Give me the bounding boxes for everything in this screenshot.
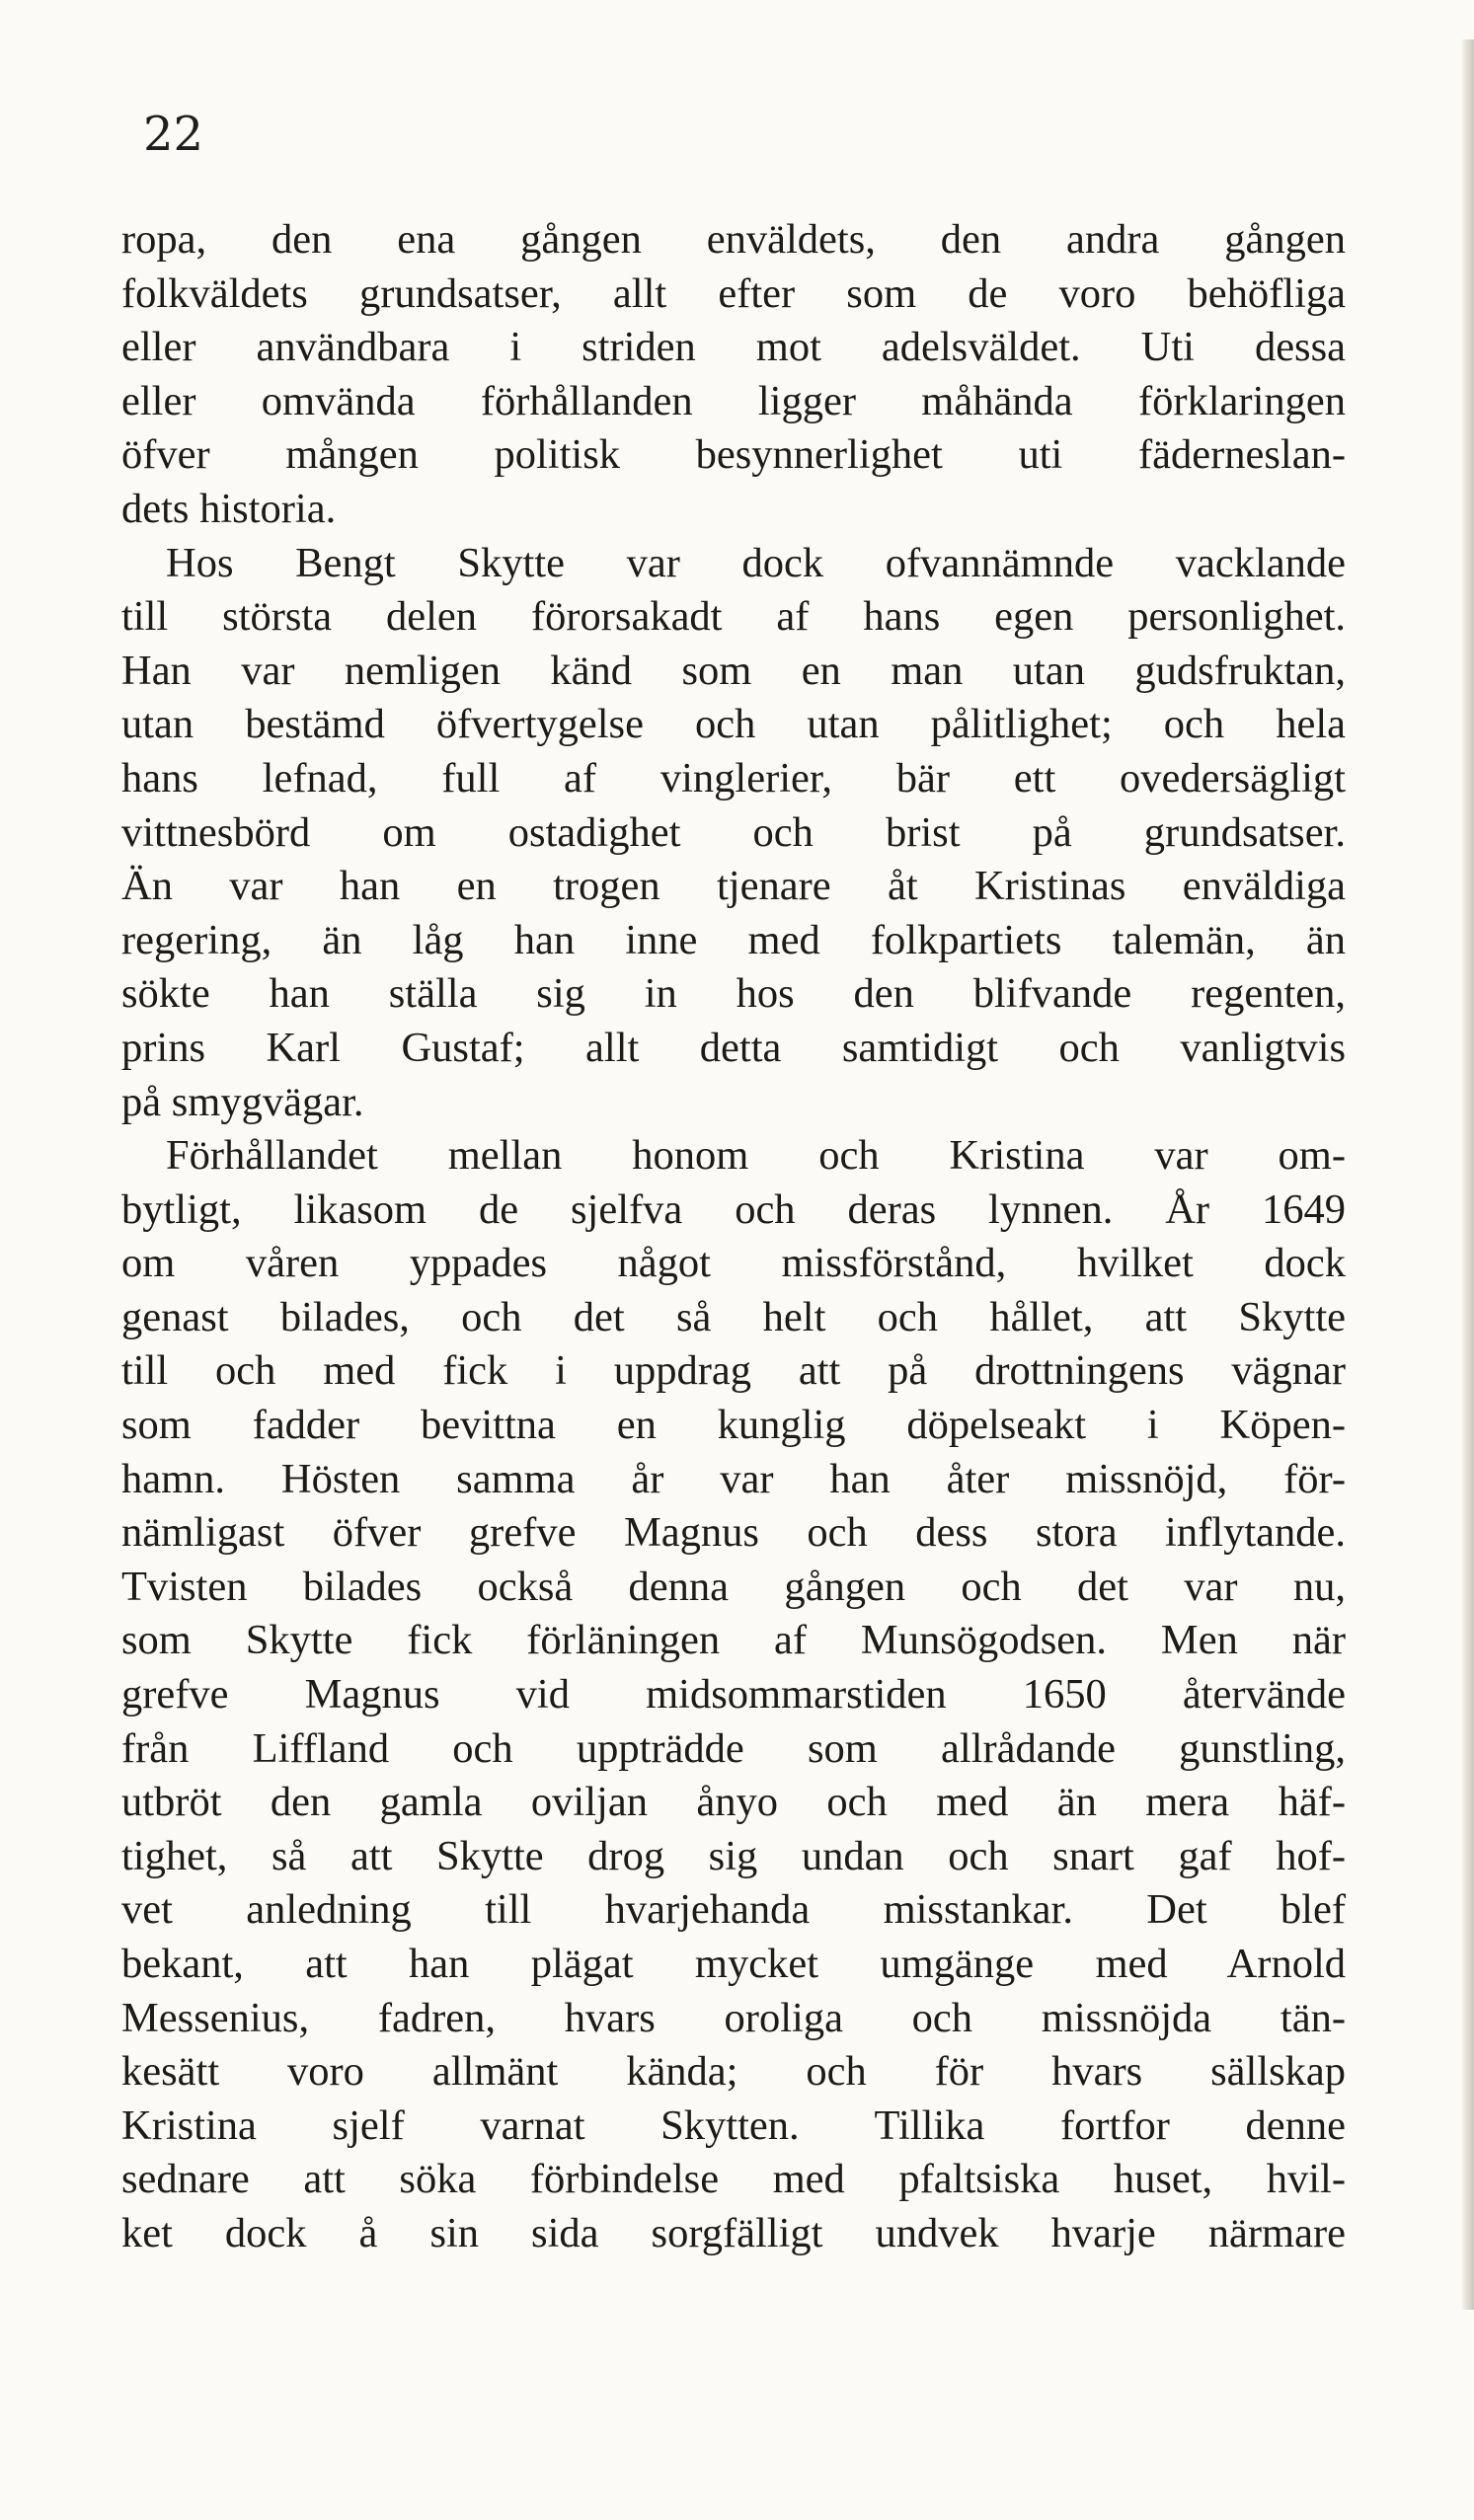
text-line: regering, än låg han inne med folkpartiets talemän, än: [121, 916, 1346, 963]
text-line: Än var han en trogen tjenare åt Kristinas enväldiga: [121, 863, 1346, 910]
text-line: Han var nemligen känd som en man utan gudsfruktan,: [121, 647, 1346, 694]
text-line: till och med fick i uppdrag att på drottningens vägnar: [121, 1347, 1346, 1395]
text-line: som fadder bevittna en kunglig döpelseakt i Köpen-: [121, 1402, 1346, 1449]
text-line: eller användbara i striden mot adelsväldet. Uti dessa: [121, 324, 1346, 371]
text-line: som Skytte fick förläningen af Munsögodsen. Men när: [121, 1617, 1346, 1664]
text-line: kesätt voro allmänt kända; och för hvars sällskap: [121, 2048, 1346, 2096]
text-line: vittnesbörd om ostadighet och brist på grundsatser.: [121, 808, 1346, 856]
text-line: nämligast öfver grefve Magnus och dess stora inflytande.: [121, 1509, 1346, 1557]
text-line: till största delen förorsakadt af hans egen personlighet.: [121, 593, 1346, 641]
text-line: bekant, att han plägat mycket umgänge med Arnold: [121, 1941, 1346, 1987]
page-number: 22: [143, 107, 204, 162]
text-line: grefve Magnus vid midsommarstiden 1650 återvände: [121, 1671, 1346, 1718]
text-line: eller omvända förhållanden ligger måhända förklaringen: [121, 377, 1346, 424]
text-line: Förhållandet mellan honom och Kristina var om-: [166, 1132, 1346, 1180]
text-line: hans lefnad, full af vinglerier, bär ett ovedersägligt: [121, 754, 1346, 802]
text-line: sökte han ställa sig in hos den blifvande regenten,: [121, 970, 1346, 1018]
text-line: ket dock å sin sida sorgfälligt undvek hvarje närmare: [121, 2209, 1346, 2256]
text-line: hamn. Hösten samma år var han åter missnöjd, för-: [121, 1455, 1346, 1502]
scan-edge-shadow: [1462, 39, 1474, 2310]
text-line: utan bestämd öfvertygelse och utan pålitlighet; och hela: [121, 701, 1346, 748]
text-line: dets historia.: [121, 485, 337, 532]
text-line: från Liffland och uppträdde som allrådande gunstling,: [121, 1724, 1346, 1772]
text-line: prins Karl Gustaf; allt detta samtidigt och vanligtvis: [121, 1024, 1346, 1071]
text-line: utbröt den gamla oviljan ånyo och med än mera häf-: [121, 1779, 1346, 1826]
text-line: bytligt, likasom de sjelfva och deras lynnen. År 1649: [121, 1185, 1346, 1233]
text-line: sednare att söka förbindelse med pfaltsiska huset, hvil-: [121, 2156, 1346, 2203]
text-line: vet anledning till hvarjehanda misstankar. Det blef: [121, 1886, 1346, 1934]
text-line: öfver mången politisk besynnerlighet uti fäderneslan-: [121, 431, 1346, 479]
body-text: [121, 213, 1346, 2261]
text-line: Messenius, fadren, hvars oroliga och missnöjda tän-: [121, 1994, 1346, 2041]
text-line: ropa, den ena gången enväldets, den andra gången: [121, 216, 1346, 263]
text-line: tighet, så att Skytte drog sig undan och snart gaf hof-: [121, 1832, 1346, 1879]
text-line: om våren yppades något missförstånd, hvilket dock: [121, 1240, 1346, 1287]
text-line: folkväldets grundsatser, allt efter som de voro behöfliga: [121, 269, 1346, 317]
text-line: Tvisten bilades också denna gången och det var nu,: [121, 1563, 1346, 1610]
text-line: genast bilades, och det så helt och hållet, att Skytte: [121, 1293, 1346, 1340]
text-line: på smygvägar.: [121, 1078, 364, 1125]
text-line: Hos Bengt Skytte var dock ofvannämnde vacklande: [166, 539, 1346, 586]
text-line: Kristina sjelf varnat Skytten. Tillika fortfor denne: [121, 2101, 1346, 2149]
